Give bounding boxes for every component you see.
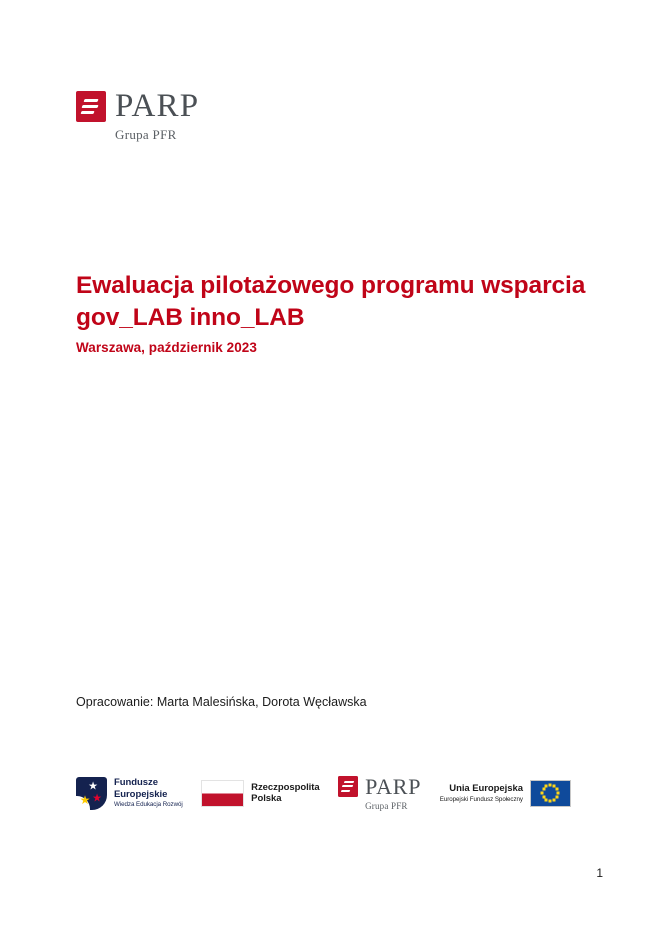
parp-logo-header (76, 90, 199, 143)
eu-flag-icon (530, 780, 571, 807)
ue-line-2: Europejski Fundusz Społeczny (439, 795, 523, 803)
fe-line-1: Fundusze (114, 777, 158, 789)
parp-red-square-mark-icon (338, 776, 358, 797)
pl-line-1: Rzeczpospolita (251, 781, 320, 793)
poland-flag-icon (201, 780, 244, 807)
fundusze-europejskie-text (114, 777, 183, 808)
unia-europejska-text (440, 783, 523, 804)
authors-line: Opracowanie: Marta Malesińska, Dorota Węcławska (76, 695, 367, 709)
parp-red-square-mark-icon (76, 91, 106, 122)
parp-tagline: Grupa PFR (115, 127, 177, 142)
footer-logo-strip (76, 772, 571, 814)
page-title: Ewaluacja pilotażowego programu wsparcia gov_LAB inno_LAB (76, 272, 586, 332)
logo-unia-europejska (440, 780, 571, 807)
page-subtitle: Warszawa, październik 2023 (76, 340, 257, 355)
parp-footer-tagline: Grupa PFR (365, 800, 408, 811)
parp-footer-row (338, 773, 422, 799)
parp-wordmark: PARP (115, 88, 200, 124)
ue-line-1: Unia Europejska (449, 782, 523, 794)
pl-line-2: Polska (251, 793, 282, 804)
logo-parp-footer (338, 773, 422, 811)
fe-line-3: Wiedza Edukacja Rozwój (114, 801, 183, 809)
parp-footer-wordmark: PARP (365, 773, 422, 799)
logo-fundusze-europejskie (76, 777, 183, 810)
fe-line-2: Europejskie (114, 788, 168, 800)
rzeczpospolita-polska-text (251, 782, 319, 805)
page-number: 1 (596, 866, 603, 880)
fundusze-europejskie-stars-icon (76, 777, 107, 810)
logo-rzeczpospolita-polska (201, 780, 319, 807)
parp-logo-row (76, 90, 199, 123)
